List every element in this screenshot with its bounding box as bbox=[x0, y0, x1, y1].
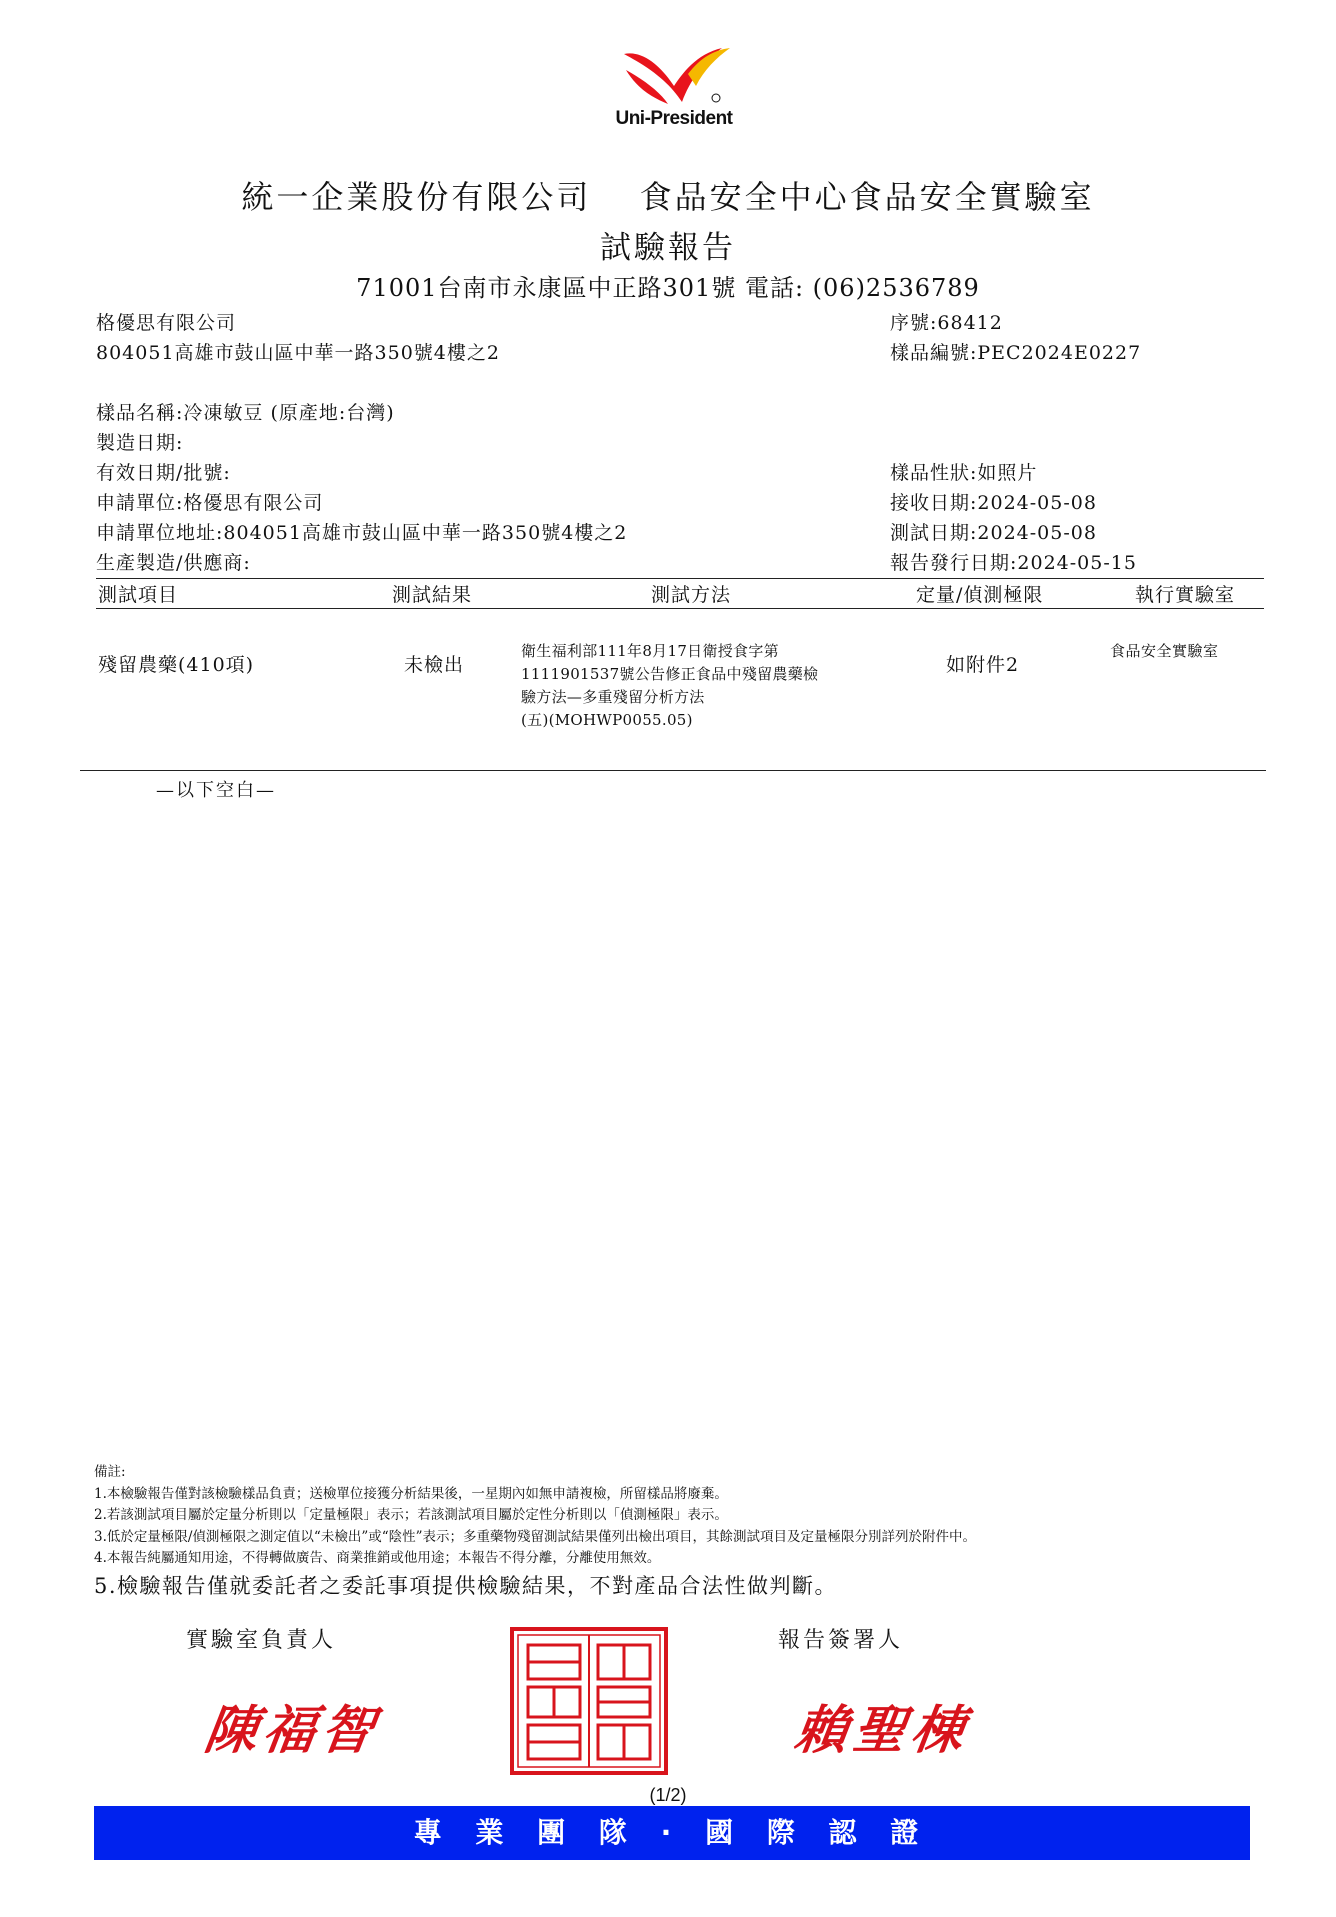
method-line: 衛生福利部111年8月17日衛授食字第 bbox=[521, 642, 779, 660]
sample-name: 樣品名稱:冷凍敏豆 (原產地:台灣) bbox=[96, 402, 395, 424]
client-name: 格優思有限公司 bbox=[96, 312, 237, 334]
notes bbox=[94, 1462, 976, 1570]
note-item: 3.低於定量極限/偵測極限之測定值以“未檢出”或“陰性”表示；多重藥物殘留測試結果僅列出檢出項目，其餘測試項目及定量極限分別詳列於附件中。 bbox=[94, 1528, 977, 1545]
blank-marker: —以下空白— bbox=[156, 780, 276, 801]
header-test-item: 測試項目 bbox=[98, 584, 179, 606]
note-item: 4.本報告純屬通知用途，不得轉做廣告、商業推銷或他用途；本報告不得分離，分離使用無效。 bbox=[94, 1550, 661, 1566]
issue-date: 報告發行日期:2024-05-15 bbox=[890, 552, 1137, 574]
applicant: 申請單位:格優思有限公司 bbox=[96, 492, 324, 514]
row-test-method bbox=[521, 640, 851, 732]
table-top-rule bbox=[96, 578, 1264, 579]
laboratory-seal bbox=[508, 1625, 670, 1777]
client-address: 804051高雄市鼓山區中華一路350號4樓之2 bbox=[96, 342, 500, 364]
table-header-rule bbox=[96, 608, 1264, 609]
manufacture-date: 製造日期: bbox=[96, 432, 184, 454]
lab-head-signature: 陳福智 bbox=[201, 1700, 384, 1761]
sample-state: 樣品性狀:如照片 bbox=[890, 462, 1038, 484]
sample-number: 樣品編號:PEC2024E0227 bbox=[890, 342, 1142, 364]
footer-banner: 專 業 團 隊 · 國 際 認 證 bbox=[94, 1806, 1250, 1860]
table-bottom-rule bbox=[80, 770, 1266, 771]
brand-name: Uni-President bbox=[615, 108, 733, 129]
header-test-result: 測試結果 bbox=[392, 584, 473, 606]
row-test-result: 未檢出 bbox=[404, 654, 465, 676]
method-line: 1111901537號公告修正食品中殘留農藥檢 bbox=[521, 665, 819, 683]
row-limit: 如附件2 bbox=[946, 654, 1020, 676]
note-item: 1.本檢驗報告僅對該檢驗樣品負責；送檢單位接獲分析結果後，一星期內如無申請複檢，所留樣品將廢棄。 bbox=[94, 1485, 728, 1502]
company-title: 統一企業股份有限公司 食品安全中心食品安全實驗室 bbox=[241, 178, 1095, 216]
lab-head-label: 實驗室負責人 bbox=[186, 1628, 337, 1653]
header-lab: 執行實驗室 bbox=[1135, 584, 1236, 606]
row-lab: 食品安全實驗室 bbox=[1110, 642, 1219, 660]
header-limit: 定量/偵測極限 bbox=[916, 584, 1044, 606]
applicant-address: 申請單位地址:804051高雄市鼓山區中華一路350號4樓之2 bbox=[96, 522, 628, 544]
header-test-method: 測試方法 bbox=[651, 584, 732, 606]
producer: 生產製造/供應商: bbox=[96, 552, 251, 574]
expiry-batch: 有效日期/批號: bbox=[96, 462, 231, 484]
signer-signature: 賴聖棟 bbox=[791, 1700, 974, 1761]
note-item-5: 5.檢驗報告僅就委託者之委託事項提供檢驗結果，不對產品合法性做判斷。 bbox=[94, 1574, 838, 1598]
signer-label: 報告簽署人 bbox=[778, 1628, 904, 1653]
row-test-item: 殘留農藥(410項) bbox=[98, 654, 255, 676]
notes-heading: 備註: bbox=[94, 1464, 126, 1480]
serial-number: 序號:68412 bbox=[890, 312, 1003, 334]
test-date: 測試日期:2024-05-08 bbox=[890, 522, 1097, 544]
report-title: 試驗報告 bbox=[600, 230, 736, 266]
note-item: 2.若該測試項目屬於定量分析則以「定量極限」表示；若該測試項目屬於定性分析則以「偵測極限」表示。 bbox=[94, 1507, 728, 1523]
method-line: (五)(MOHWP0055.05) bbox=[521, 711, 693, 729]
method-line: 驗方法—多重殘留分析方法 bbox=[521, 688, 705, 706]
received-date: 接收日期:2024-05-08 bbox=[890, 492, 1097, 514]
page-number: (1/2) bbox=[649, 1785, 687, 1805]
lab-address: 71001台南市永康區中正路301號 電話: (06)2536789 bbox=[356, 274, 980, 302]
